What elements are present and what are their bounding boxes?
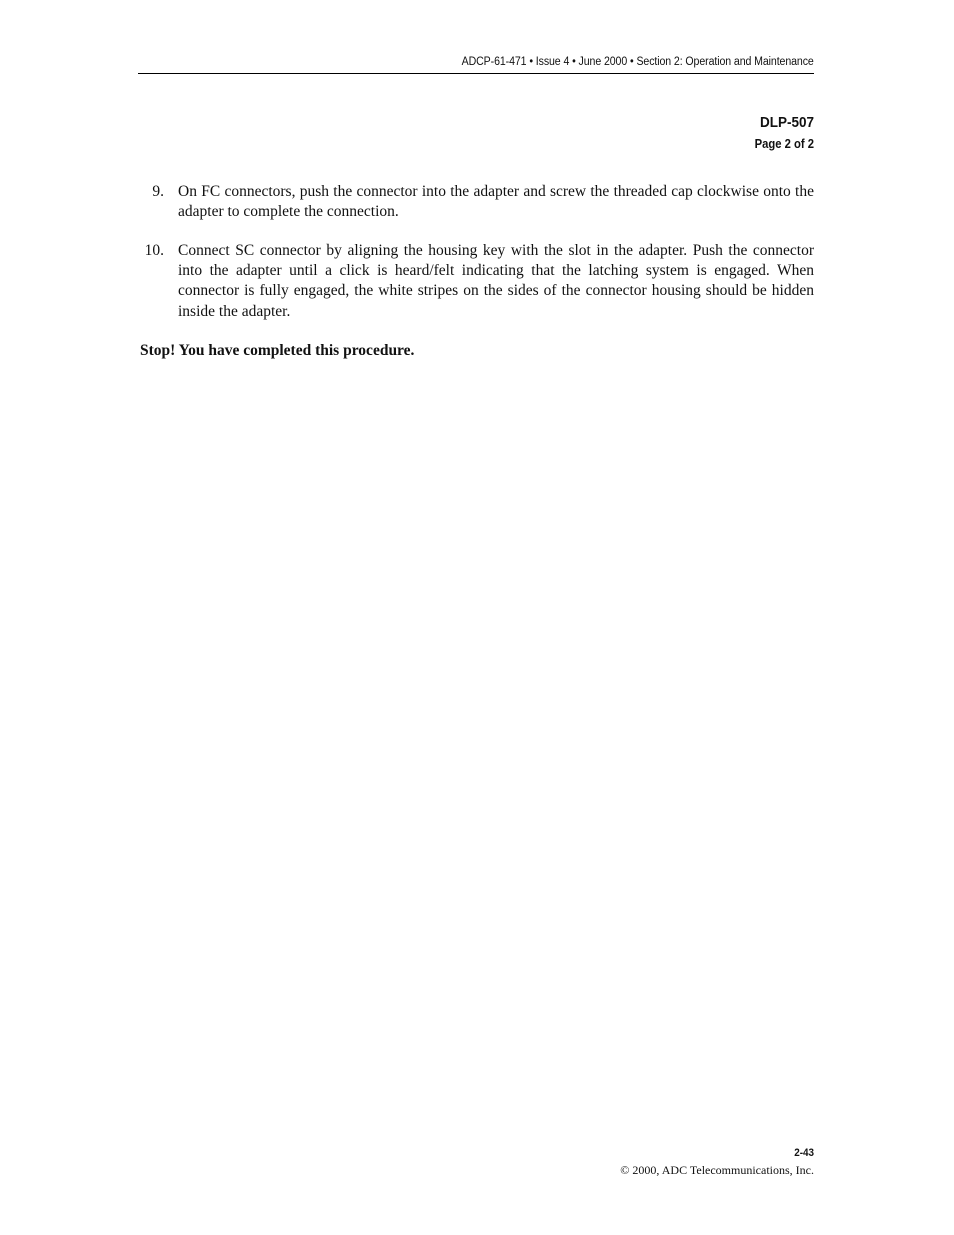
- step-item: [140, 241, 814, 322]
- running-header: ADCP-61-471 • Issue 4 • June 2000 • Section 2: Operation and Maintenance: [461, 56, 814, 68]
- completion-notice: Stop! You have completed this procedure.: [140, 342, 415, 359]
- step-item: [140, 182, 814, 222]
- page-count: Page 2 of 2: [754, 137, 814, 151]
- step-text: Connect SC connector by aligning the housing key with the slot in the adapter. Push the connector into the adapter until a click is heard/felt indicating that the latching system is engaged. When connector is fully engaged, the white stripes on the sides of the connector housing should be hidden inside the adapter.: [178, 242, 814, 320]
- step-text: On FC connectors, push the connector into the adapter and screw the threaded cap clockwise onto the adapter to complete the connection.: [178, 183, 814, 221]
- procedure-steps: [140, 182, 814, 340]
- page-number: 2-43: [794, 1147, 814, 1159]
- step-number: 9.: [152, 183, 164, 200]
- header-divider: [138, 73, 814, 74]
- step-number: 10.: [144, 242, 164, 259]
- procedure-id: DLP-507: [759, 114, 814, 131]
- copyright-notice: © 2000, ADC Telecommunications, Inc.: [620, 1163, 814, 1177]
